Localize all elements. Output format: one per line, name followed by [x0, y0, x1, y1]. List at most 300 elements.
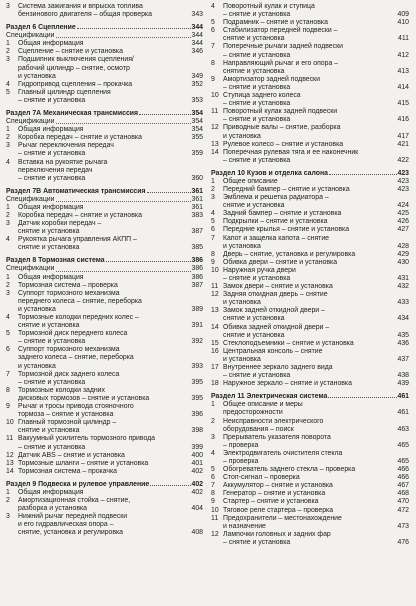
entry-line-text: и установка — [223, 132, 261, 140]
entry-line-last — [18, 212, 203, 220]
entry-text — [18, 403, 203, 419]
entry-text — [223, 490, 409, 498]
toc-entry — [211, 434, 409, 450]
entry-line-text: – снятие и установка — [18, 338, 86, 346]
entry-number: 10 — [211, 92, 219, 100]
entry-line-text: – снятие и установка — [223, 116, 291, 124]
entry-page-number: 399 — [191, 443, 203, 451]
entry-text — [223, 43, 409, 59]
entry-line-last — [223, 372, 409, 380]
toc-entry — [211, 194, 409, 210]
entry-line-last — [18, 97, 203, 105]
entry-page-number: 432 — [397, 283, 409, 291]
entry-number: 2 — [211, 417, 215, 425]
entry-line-last — [223, 100, 409, 108]
toc-entry — [6, 236, 203, 252]
section-title: Раздел 7В Автоматическая трансмиссия — [6, 187, 146, 195]
entry-line-last — [223, 11, 409, 19]
toc-entry — [211, 531, 409, 547]
toc-entry — [211, 218, 409, 226]
dot-leader — [328, 397, 396, 398]
entry-page-number: 468 — [397, 490, 409, 498]
entry-line-text: – снятие и установка — [223, 51, 291, 59]
section-heading — [211, 392, 409, 401]
entry-text — [18, 220, 203, 236]
entry-line-text: Поворотный кулак задней подвески — [223, 108, 338, 116]
entry-line-text: Прерыватель указателя поворота — [223, 433, 331, 441]
entry-page-number: 349 — [191, 72, 203, 80]
section-heading — [6, 109, 203, 118]
entry-line-last — [223, 466, 409, 474]
toc-entry — [6, 290, 203, 314]
entry-line-text: и его гидравлическая опора – — [18, 521, 114, 529]
entry-line-text: переднего колеса – снятие, переборка — [18, 297, 142, 305]
section-heading — [6, 23, 203, 32]
entry-line-text: – снятие и установка — [18, 378, 86, 386]
entry-number: 12 — [211, 124, 219, 132]
section-title: Раздел 6 Сцепление — [6, 24, 76, 32]
entry-line-last — [223, 52, 409, 60]
entry-text — [223, 92, 409, 108]
toc-entry — [6, 212, 203, 220]
entry-page-number: 415 — [397, 100, 409, 108]
toc-entry — [211, 251, 409, 259]
entry-number: 5 — [211, 218, 215, 226]
entry-line-text: Поперечная рулевая тяга и ее наконечник — [223, 148, 359, 156]
entry-line-text: заднего колеса – снятие, переборка — [18, 354, 134, 362]
entry-line-text: Гидропривод сцепления – прокачка — [18, 80, 133, 88]
entry-text — [223, 348, 409, 364]
entry-text — [18, 513, 203, 537]
entry-text — [18, 468, 203, 476]
entry-line-text: Суппорт тормозного механизма — [18, 289, 120, 297]
entry-line-text: Замок двери – снятие и установка — [223, 283, 333, 291]
entry-page-number: 404 — [191, 505, 203, 513]
toc-entry — [211, 364, 409, 380]
entry-number: 3 — [6, 142, 10, 150]
entry-number: 4 — [211, 449, 215, 457]
specifications-heading — [6, 196, 203, 204]
toc-entry — [211, 340, 409, 348]
entry-line-text: – снятие и установка — [223, 83, 291, 91]
toc-entry — [211, 178, 409, 186]
specifications-title: Спецификации — [6, 195, 55, 203]
entry-text — [18, 40, 203, 48]
entry-text — [223, 324, 409, 340]
toc-entry — [211, 92, 409, 108]
entry-page-number: 430 — [397, 258, 409, 266]
entry-number: 7 — [211, 43, 215, 51]
entry-line-text: Аккумулятор – снятие и установка — [223, 482, 333, 490]
entry-line-last — [223, 539, 409, 547]
entry-line-text: Тормозной диск переднего колеса — [18, 330, 128, 338]
entry-number: 12 — [211, 530, 219, 538]
section-page-number: 386 — [191, 257, 203, 265]
entry-line-last — [223, 251, 409, 259]
entry-line-text: снятие и установка — [223, 315, 285, 323]
entry-line-text: Обивка задней откидной двери – — [223, 323, 330, 331]
entry-number: 7 — [211, 482, 215, 490]
entry-number: 1 — [211, 177, 215, 185]
toc-entry — [6, 403, 203, 419]
entry-number: 3 — [6, 513, 10, 521]
section-page-number: 361 — [191, 187, 203, 195]
entry-number: 11 — [211, 283, 219, 291]
entry-line-text: Тормозные колодки передних колес – — [18, 314, 139, 321]
entry-text — [18, 126, 203, 134]
entry-page-number: 408 — [191, 529, 203, 537]
entry-page-number: 437 — [397, 355, 409, 363]
entry-text — [223, 76, 409, 92]
entry-line-text: Передние крылья – снятие и установка — [223, 226, 350, 234]
entry-line-last — [223, 490, 409, 498]
entry-page-number: 411 — [398, 35, 409, 43]
entry-page-number: 421 — [397, 140, 409, 148]
toc-entry — [211, 507, 409, 515]
entry-text — [18, 489, 203, 497]
toc-entry — [211, 60, 409, 76]
entry-line-last — [223, 141, 409, 149]
entry-line-text: Амортизационная стойка – снятие, — [18, 496, 131, 504]
entry-number: 16 — [211, 347, 219, 355]
entry-line-last — [18, 204, 203, 212]
entry-line-text: – снятие и установка — [18, 96, 86, 104]
toc-entry — [6, 48, 203, 56]
entry-line-last — [18, 282, 203, 290]
entry-page-number: 387 — [191, 228, 203, 236]
entry-text — [223, 210, 409, 218]
entry-number: 2 — [6, 281, 10, 289]
entry-text — [18, 419, 203, 435]
entry-text — [223, 498, 409, 506]
toc-entry — [211, 498, 409, 506]
toc-entry — [211, 235, 409, 251]
entry-text — [223, 418, 409, 434]
entry-number: 1 — [211, 401, 215, 409]
entry-line-text: Датчик ABS – снятие и установка — [18, 451, 125, 459]
toc-entry — [211, 27, 409, 43]
entry-line-text: Центральная консоль – снятие — [223, 347, 323, 355]
entry-text — [223, 515, 409, 531]
toc-entry — [211, 474, 409, 482]
entry-line-text: снятие и установка — [223, 67, 285, 75]
entry-text — [18, 212, 203, 220]
entry-text — [223, 194, 409, 210]
specifications-heading — [6, 265, 203, 273]
entry-page-number: 389 — [191, 305, 203, 313]
entry-page-number: 410 — [397, 19, 409, 27]
entry-page-number: 396 — [191, 411, 203, 419]
section-page-number: 402 — [191, 480, 203, 488]
entry-page-number: 387 — [191, 281, 203, 289]
entry-page-number: 393 — [191, 362, 203, 370]
entry-line-last — [223, 68, 409, 76]
entry-number: 6 — [211, 474, 215, 482]
entry-line-text: Лампочки головных и задних фар — [223, 530, 331, 538]
entry-line-text: Стеклоподъемники – снятие и установка — [223, 339, 354, 347]
toc-entry — [6, 142, 203, 158]
entry-text — [18, 290, 203, 314]
entry-text — [223, 124, 409, 140]
toc-entry — [211, 348, 409, 364]
entry-line-text: снятие и установка — [18, 244, 80, 252]
entry-line-text: – проверка — [223, 441, 259, 449]
entry-page-number: 409 — [397, 11, 409, 19]
toc-entry — [211, 307, 409, 323]
entry-number: 14 — [211, 148, 219, 156]
entry-text — [18, 204, 203, 212]
entry-number: 1 — [6, 488, 10, 496]
entry-page-number: 466 — [397, 466, 409, 474]
entry-number: 8 — [211, 490, 215, 498]
toc-entry — [6, 89, 203, 105]
entry-number: 7 — [211, 234, 215, 242]
entry-line-text: Тормозная система – прокачка — [18, 467, 117, 475]
entry-line-text: Наружная ручка двери — [223, 266, 296, 274]
toc-entry — [211, 401, 409, 417]
toc-entry — [6, 346, 203, 370]
entry-number: 5 — [6, 330, 10, 338]
entry-number: 3 — [6, 56, 10, 64]
entry-text — [223, 482, 409, 490]
entry-line-last — [18, 395, 203, 403]
entry-line-text: – проверка — [223, 457, 259, 465]
entry-text — [18, 314, 203, 330]
entry-line-last — [223, 356, 409, 364]
section-title: Раздел 9 Подвеска и рулевое управление — [6, 480, 150, 488]
toc-entry — [211, 259, 409, 267]
toc-entry — [6, 274, 203, 282]
entry-page-number: 395 — [191, 378, 203, 386]
entry-text — [223, 149, 409, 165]
entry-page-number: 346 — [191, 48, 203, 56]
entry-text — [18, 274, 203, 282]
entry-page-number: 413 — [397, 67, 409, 75]
entry-page-number: 439 — [397, 380, 409, 388]
entry-line-last — [223, 474, 409, 482]
toc-entry — [6, 371, 203, 387]
entry-line-text: Главный тормозной цилиндр – — [18, 419, 117, 427]
dot-leader — [150, 485, 190, 486]
entry-text — [223, 267, 409, 283]
toc-entry — [211, 43, 409, 59]
entry-line-text: Система зажигания и впрыска топлива — [18, 3, 143, 10]
entry-page-number: 402 — [191, 488, 203, 496]
entry-line-last — [18, 460, 203, 468]
entry-line-text: Неисправности электрического — [223, 417, 324, 425]
entry-page-number: 414 — [397, 83, 409, 91]
entry-line-last — [223, 315, 409, 323]
entry-line-last — [223, 84, 409, 92]
entry-line-text: Поворотный кулак и ступица — [223, 3, 315, 10]
entry-line-last — [18, 322, 203, 330]
entry-line-text: Электродвигатель очистителя стекла — [223, 449, 343, 457]
dot-leader — [77, 28, 191, 29]
entry-line-last — [223, 458, 409, 466]
entry-line-text: Общая информация — [18, 203, 84, 211]
entry-text — [223, 60, 409, 76]
entry-line-text: Предохранители – местонахождение — [223, 514, 342, 522]
entry-line-text: переключения передач — [18, 166, 93, 174]
toc-entry — [211, 3, 409, 19]
entry-page-number: 354 — [191, 126, 203, 134]
dot-leader — [147, 192, 191, 193]
toc-entry — [6, 314, 203, 330]
entry-text — [223, 307, 409, 323]
entry-number: 10 — [211, 506, 219, 514]
toc-entry — [6, 220, 203, 236]
entry-page-number: 434 — [397, 315, 409, 323]
entry-line-text: Тормозной диск заднего колеса — [18, 370, 120, 378]
specifications-page-number: 386 — [191, 265, 203, 273]
entry-line-text: Стартер – снятие и установка — [223, 498, 319, 506]
entry-line-last — [18, 505, 203, 513]
entry-text — [223, 251, 409, 259]
entry-number: 4 — [211, 3, 215, 10]
entry-line-last — [18, 411, 203, 419]
entry-number: 4 — [6, 80, 10, 88]
entry-line-text: Рычаг и тросы привода стояночного — [18, 403, 134, 411]
entry-line-text: и установка — [223, 299, 261, 307]
entry-line-text: снятие и установка — [18, 322, 80, 330]
entry-text — [18, 460, 203, 468]
entry-text — [223, 226, 409, 234]
toc-entry — [211, 124, 409, 140]
entry-line-last — [223, 186, 409, 194]
entry-page-number: 431 — [397, 275, 409, 282]
entry-page-number: 428 — [397, 242, 409, 250]
entry-number: 13 — [211, 140, 219, 148]
entry-line-text: Рулевое колесо – снятие и установка — [223, 140, 344, 148]
entry-text — [223, 474, 409, 482]
dot-leader — [329, 174, 397, 175]
entry-line-last — [18, 175, 203, 183]
entry-line-last — [223, 218, 409, 226]
toc-entry — [6, 134, 203, 142]
entry-line-text: Тяговое реле стартера – проверка — [223, 506, 334, 514]
entry-line-text: Внутреннее зеркало заднего вида — [223, 364, 333, 372]
entry-line-text: Замок задней откидной двери – — [223, 307, 325, 315]
toc-entry — [211, 450, 409, 466]
entry-text — [223, 380, 409, 388]
entry-number: 8 — [211, 250, 215, 258]
entry-number: 1 — [6, 40, 10, 48]
specifications-heading — [6, 118, 203, 126]
entry-line-text: снятие и установка — [18, 228, 80, 236]
entry-page-number: 461 — [397, 409, 409, 417]
entry-text — [18, 282, 203, 290]
entry-line-last — [18, 73, 203, 81]
entry-text — [223, 186, 409, 194]
toc-entry — [6, 419, 203, 435]
entry-line-last — [223, 226, 409, 234]
entry-line-text: – снятие и установка — [18, 150, 86, 158]
entry-text — [223, 450, 409, 466]
entry-page-number: 344 — [191, 40, 203, 48]
entry-page-number: 466 — [397, 474, 409, 482]
entry-number: 2 — [211, 185, 215, 193]
entry-line-text: предосторожности — [223, 409, 283, 417]
entry-line-text: и назначение — [223, 522, 266, 530]
entry-line-text: Общая информация — [18, 488, 84, 496]
entry-line-text: Передний бампер – снятие и установка — [223, 185, 350, 193]
entry-text — [223, 340, 409, 348]
entry-number: 5 — [211, 19, 215, 27]
entry-number: 9 — [211, 258, 215, 266]
entry-page-number: 422 — [397, 156, 409, 164]
entry-page-number: 355 — [191, 134, 203, 142]
entry-number: 10 — [211, 266, 219, 274]
entry-line-text: Общее описание — [223, 177, 278, 185]
specifications-title: Спецификации — [6, 118, 55, 126]
entry-line-text: снятие и установка — [18, 427, 80, 435]
entry-line-text: разборка и установка — [18, 505, 87, 513]
entry-text — [18, 159, 203, 183]
entry-number: 2 — [6, 48, 10, 56]
entry-line-text: оборудования – поиск — [223, 425, 294, 433]
entry-line-text: тормоза – снятие и установка — [18, 411, 114, 419]
entry-number: 17 — [211, 364, 219, 372]
entry-page-number: 423 — [397, 185, 409, 193]
dot-leader — [56, 118, 191, 124]
entry-line-text: бензинового двигателя – общая проверка — [18, 11, 152, 19]
entry-page-number: 386 — [191, 273, 203, 281]
entry-page-number: 417 — [397, 132, 409, 140]
entry-page-number: 435 — [397, 331, 409, 339]
entry-number: 2 — [6, 134, 10, 142]
toc-entry — [6, 204, 203, 212]
entry-line-text: Вакуумный усилитель тормозного привода — [18, 435, 156, 443]
entry-line-text: Сцепление – снятие и установка — [18, 48, 123, 56]
section-page-number: 423 — [397, 169, 409, 177]
entry-line-text: Обогреватель заднего стекла – проверка — [223, 466, 356, 474]
specifications-title: Спецификации — [6, 32, 55, 40]
section-title: Раздел 10 Кузов и отделка салона — [211, 169, 328, 177]
toc-entry — [211, 291, 409, 307]
entry-number: 10 — [6, 419, 14, 427]
toc-entry — [211, 380, 409, 388]
entry-page-number: 416 — [397, 116, 409, 124]
specifications-page-number: 361 — [191, 195, 203, 203]
section-title: Раздел 11 Электрическая система — [211, 393, 328, 401]
toc-entry — [6, 435, 203, 451]
entry-text — [223, 283, 409, 291]
entry-page-number: 401 — [191, 459, 203, 467]
entry-line-last — [223, 259, 409, 267]
section-page-number: 354 — [191, 110, 203, 118]
entry-line-text: Направляющий рычаг и его опора – — [223, 59, 339, 67]
entry-line-text: Задняя откидная дверь – снятие — [223, 291, 328, 299]
toc-entry — [211, 76, 409, 92]
section-title: Раздел 7А Механическая трансмиссия — [6, 110, 139, 118]
entry-line-text: – снятие и установка — [223, 156, 291, 164]
entry-text — [223, 401, 409, 417]
entry-line-text: и установка — [223, 242, 261, 250]
entry-line-text: и установка — [18, 72, 56, 80]
entry-line-text: и установка — [223, 355, 261, 363]
entry-text — [18, 236, 203, 252]
entry-number: 5 — [6, 88, 10, 96]
entry-page-number: 361 — [191, 203, 203, 211]
entry-line-text: Рукоятка рычага управления АКПП – — [18, 236, 137, 244]
entry-line-text: Подрамник – снятие и установка — [223, 19, 328, 27]
toc-entry — [6, 452, 203, 460]
entry-number: 5 — [211, 466, 215, 474]
toc-entry — [211, 108, 409, 124]
toc-entry — [6, 460, 203, 468]
entry-line-text: снятие и установка — [223, 202, 285, 210]
dot-leader — [139, 114, 190, 115]
